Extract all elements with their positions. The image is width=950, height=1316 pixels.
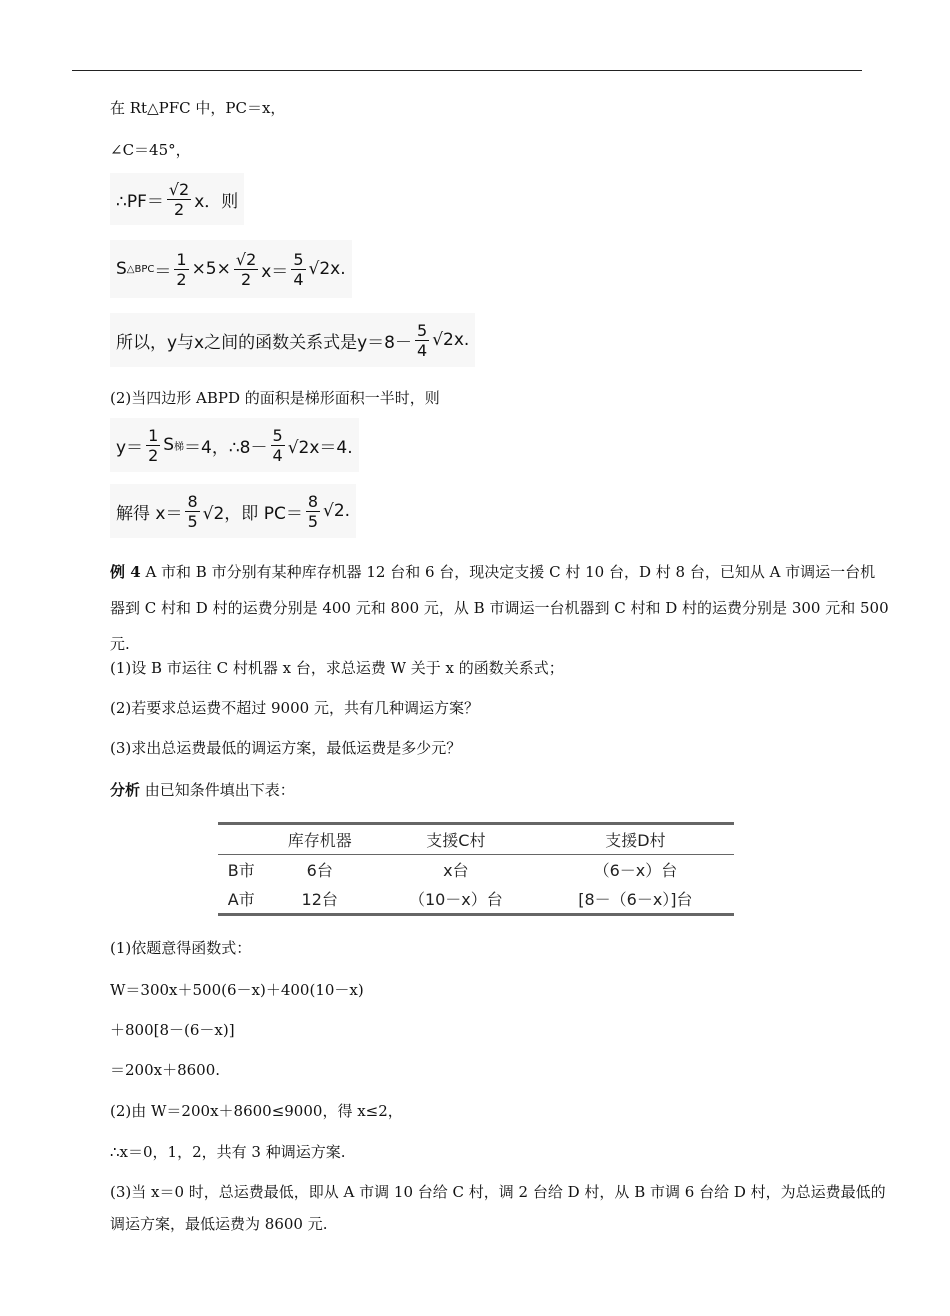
table-row: B市 6台 x台 （6－x）台 xyxy=(227,861,678,880)
header-rule xyxy=(72,70,862,71)
formula-area-bpc: S △BPC ＝ $\frac{1}{2}$ ×5× $\frac{√2}{2}$ x＝ $\frac{5}{4}$ √2x. xyxy=(110,240,352,298)
text-line: 在 Rt△PFC 中，PC＝x， xyxy=(110,99,286,117)
solution-line: (1)依题意得函数式： xyxy=(110,939,252,957)
solution-line: ＝200x＋8600. xyxy=(110,1061,221,1079)
solution-line: ＋800[8－(6－x)] xyxy=(110,1021,235,1039)
solution-line: (2)由 W＝200x＋8600≤9000，得 x≤2， xyxy=(110,1102,403,1120)
table-row: A市 12台 （10－x）台 [8－（6－x）]台 xyxy=(218,884,734,915)
formula-half-area: y＝ $\frac{1}{2}$ S 梯 ＝4，∴8－ $\frac{5}{4}$ √2x＝4. xyxy=(110,418,359,472)
formula-function: 所以，y与x之间的函数关系式是y＝8－ $\frac{5}{4}$ √2x. xyxy=(110,313,475,367)
question-2: (2)若要求总运费不超过 9000 元，共有几种调运方案？ xyxy=(110,699,479,717)
solution-line: W＝300x＋500(6－x)＋400(10－x) xyxy=(110,981,364,999)
analysis-label: 分析 xyxy=(110,781,141,799)
shipping-table xyxy=(218,822,734,916)
example-label: 例 4 xyxy=(110,563,141,581)
analysis-line: 分析 由已知条件填出下表： xyxy=(110,781,295,799)
text-line: ∠C＝45°， xyxy=(110,141,191,159)
final-answer: (3)当 x＝0 时，总运费最低，即从 A 市调 10 台给 C 村，调 2 台给 D 村，从 B 市调 6 台给 D 村，为总运费最低的调运方案，最低运费为 8600 元. xyxy=(110,1183,886,1233)
solution-line: ∴x＝0，1，2，共有 3 种调运方案. xyxy=(110,1143,346,1161)
formula-pf: ∴PF＝ $\frac{√2}{2}$ x．则 xyxy=(110,173,244,225)
question-3: (3)求出总运费最低的调运方案，最低运费是多少元？ xyxy=(110,739,462,757)
example-paragraph: 例 4 A 市和 B 市分别有某种库存机器 12 台和 6 台，现决定支援 C 村 10 台，D 村 8 台，已知从 A 市调运一台机器到 C 村和 D 村的运费分别是 400 元和 800 元，从 B 市调运一台机器到 C 村和 D 村的运费分别是 300 元和 500 元. xyxy=(110,563,889,653)
question-1: (1)设 B 市运往 C 村机器 x 台，求总运费 W 关于 x 的函数关系式； xyxy=(110,659,564,677)
table-header-row: 库存机器 支援C村 支援D村 xyxy=(218,824,734,855)
text-line: (2)当四边形 ABPD 的面积是梯形面积一半时，则 xyxy=(110,389,440,407)
formula-solution-x: 解得 x＝ $\frac{8}{5}$ √2，即 PC＝ $\frac{8}{5}$ √2. xyxy=(110,484,356,538)
